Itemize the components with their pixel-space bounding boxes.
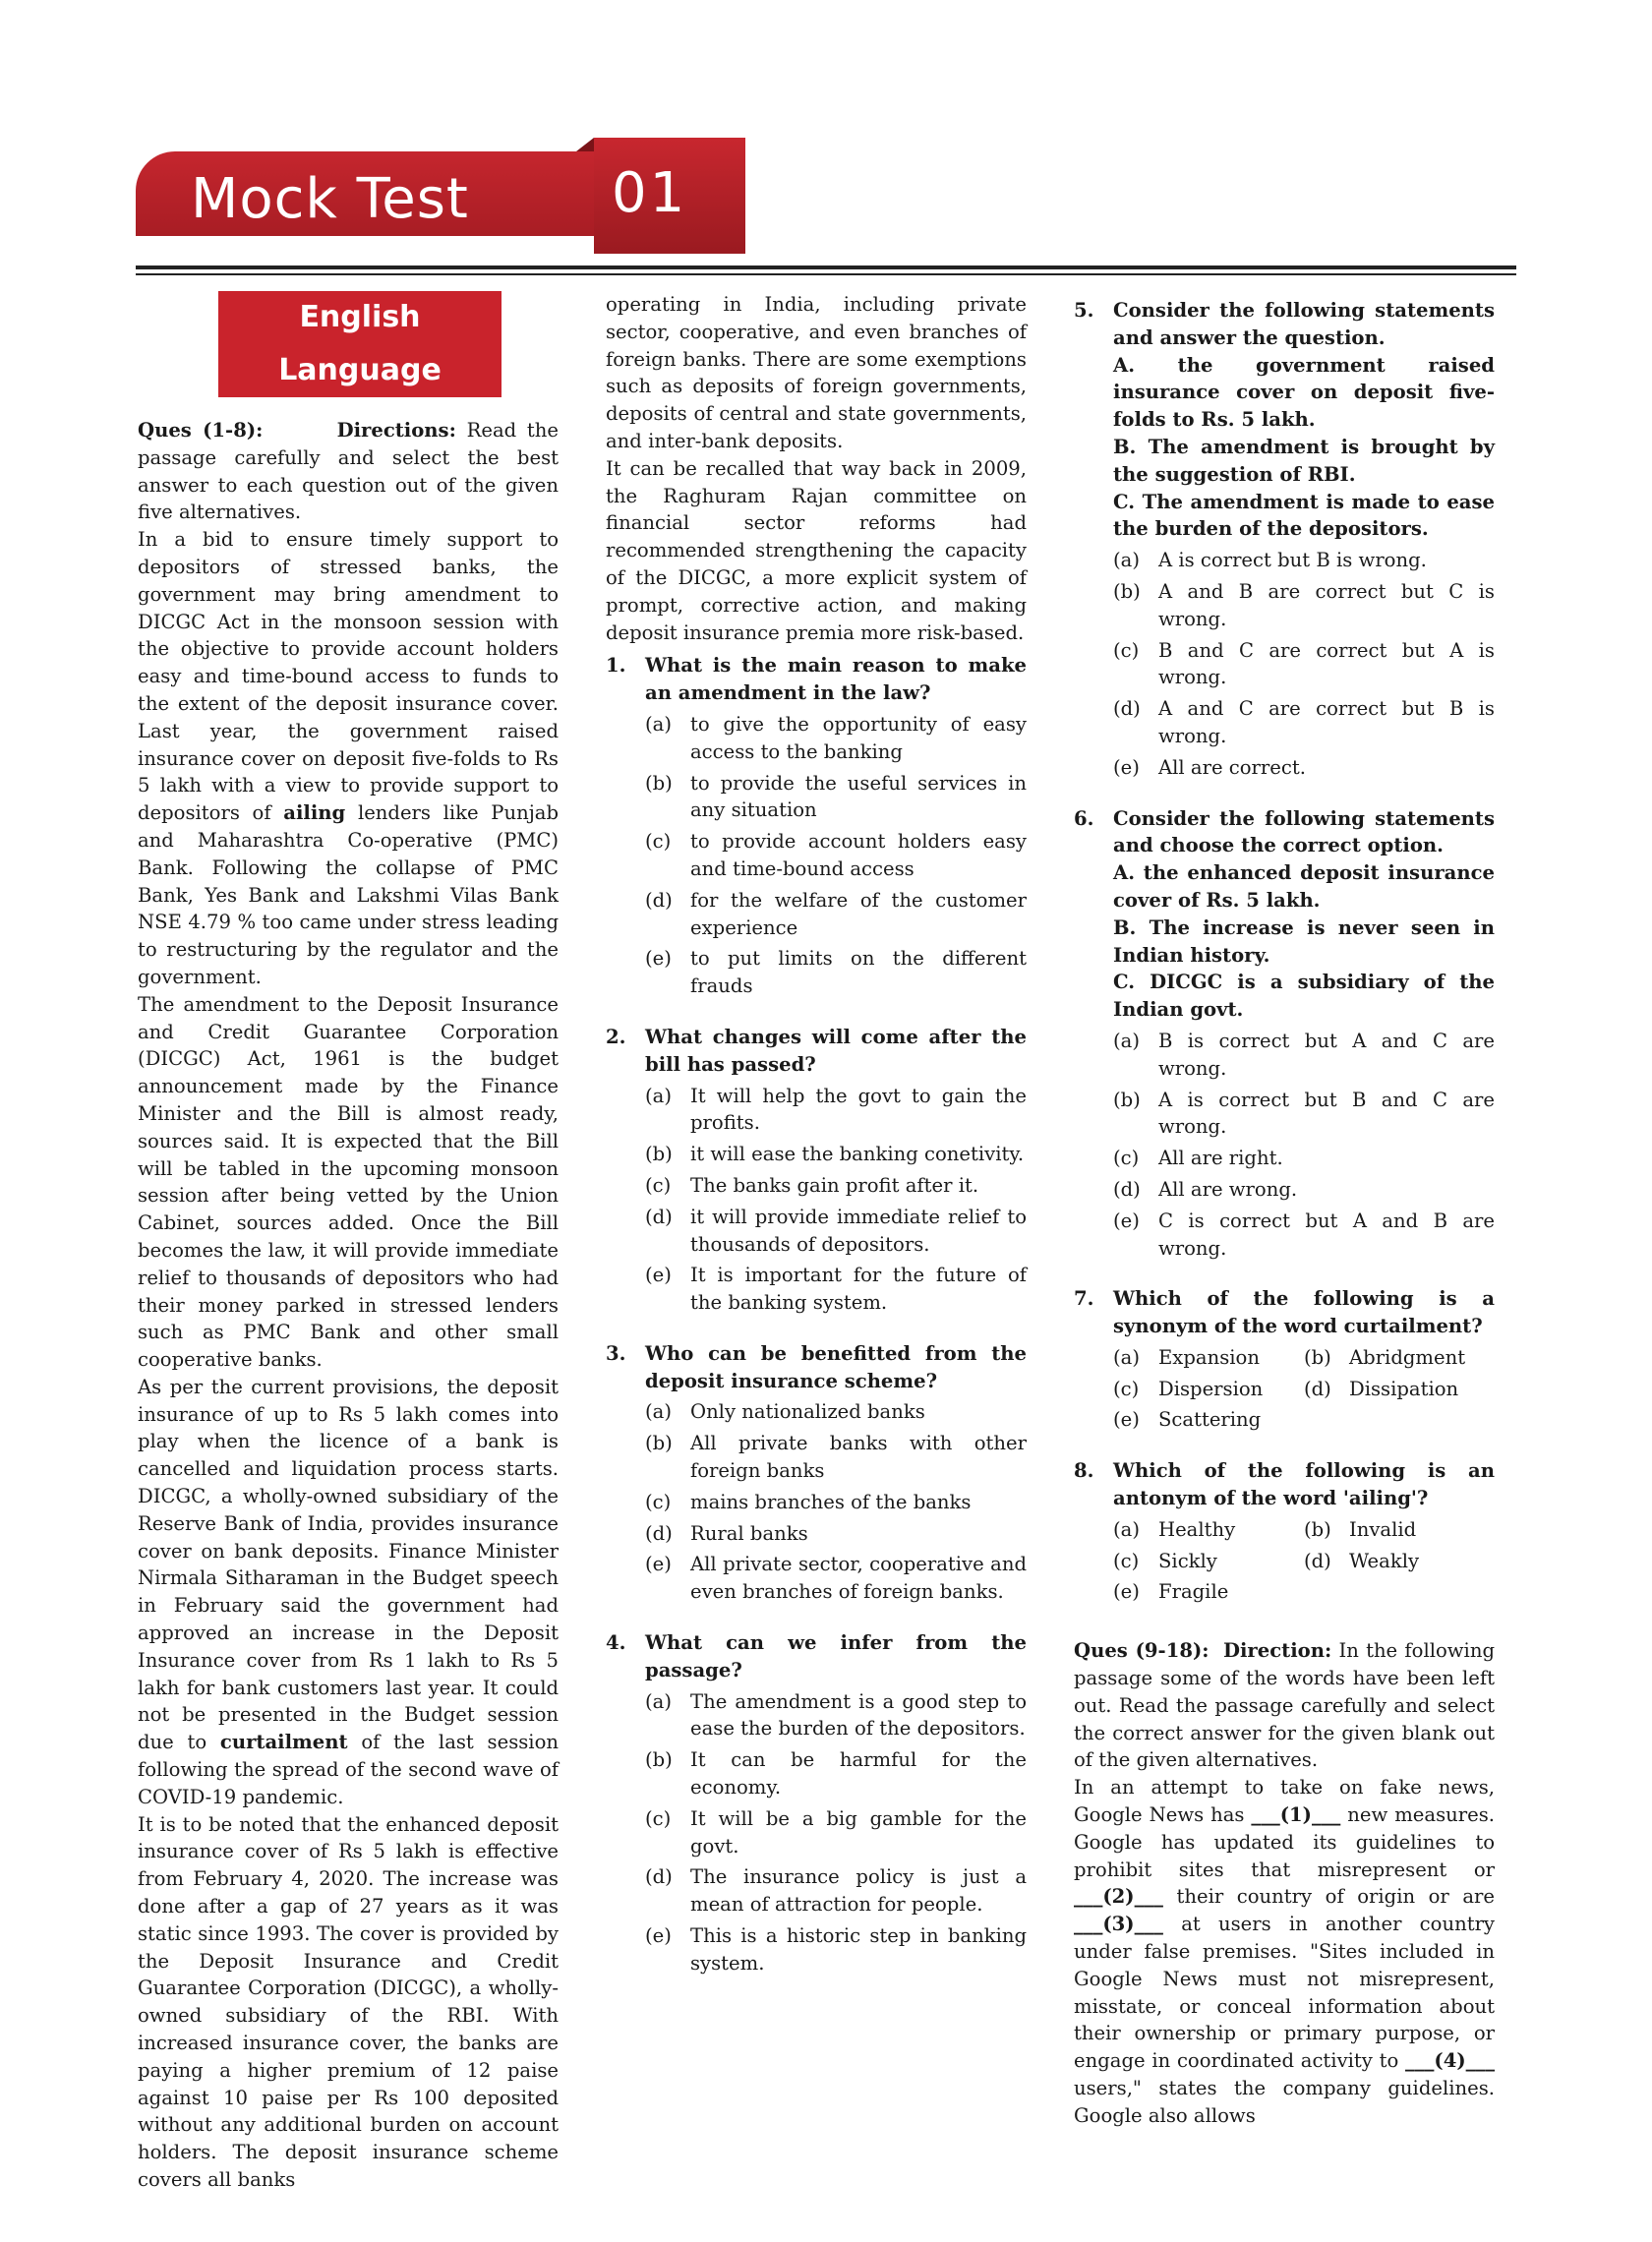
option-text: Dispersion	[1158, 1377, 1264, 1400]
column-1	[138, 291, 559, 2194]
question-text: What changes will come after the bill has passed?	[645, 1025, 1027, 1076]
mock-test-banner	[136, 138, 814, 236]
option-letter: (d)	[645, 1865, 673, 1889]
option	[645, 1083, 1027, 1138]
option	[1113, 578, 1495, 633]
question-text: Who can be benefitted from the deposit insurance scheme?	[645, 1341, 1027, 1392]
cloze-text: new measures. Google has updated its guidelines to prohibit sites that misrepresent or	[1074, 1803, 1495, 1881]
option	[645, 1520, 1027, 1548]
question-8	[1074, 1457, 1495, 1512]
options-list	[645, 1688, 1027, 1977]
option	[1113, 1087, 1495, 1142]
question-text: Which of the following is a synonym of the word curtailment?	[1113, 1287, 1495, 1338]
question-6	[1074, 805, 1495, 1024]
question-2	[606, 1024, 1027, 1079]
option-text: Expansion	[1158, 1345, 1260, 1369]
question-7	[1074, 1285, 1495, 1340]
option-letter: (d)	[645, 1205, 673, 1228]
option-text: The insurance policy is just a mean of attraction for people.	[690, 1865, 1027, 1917]
option-letter: (a)	[645, 1689, 672, 1713]
question-text-block	[1113, 805, 1495, 1024]
question-text-block	[645, 1024, 1027, 1079]
option-letter: (b)	[645, 1143, 673, 1166]
option-letter: (b)	[1113, 1088, 1141, 1111]
option-text: It is important for the future of the banking system.	[690, 1264, 1027, 1315]
banner-fold	[576, 138, 594, 151]
question-text: What is the main reason to make an amendment in the law?	[645, 654, 1027, 705]
option	[645, 1262, 1027, 1317]
option	[1113, 1028, 1495, 1083]
option-letter: (a)	[1113, 549, 1140, 572]
option-text: All are correct.	[1158, 755, 1306, 779]
question-3	[606, 1340, 1027, 1395]
option-text: This is a historic step in banking system.	[690, 1924, 1027, 1975]
options-list	[645, 711, 1027, 1000]
option-letter: (e)	[645, 1264, 672, 1287]
option	[1113, 1548, 1304, 1575]
cloze-text: at users in another country under false premises. "Sites included in Google News must not misrepresent, misstate, or conceal information about their ownership or primary purpose, or engage in coordinated activity to	[1074, 1913, 1496, 2073]
option-letter: (b)	[1113, 579, 1141, 603]
option-letter: (a)	[1113, 1517, 1140, 1541]
spacer	[1074, 1438, 1495, 1451]
option-text: All are wrong.	[1158, 1177, 1298, 1201]
question-5	[1074, 297, 1495, 543]
option-letter: (d)	[645, 1521, 673, 1545]
option-letter: (a)	[645, 1084, 672, 1107]
spacer	[1074, 1623, 1495, 1637]
passage-paragraph-5: It can be recalled that way back in 2009, the Raghuram Rajan committee on financial sector reforms had recommended strengthening the capacity of the DICGC, a more explicit system of prompt, corrective action, and making deposit insurance premia more risk-based.	[606, 456, 1027, 644]
section-badge: English Language	[218, 291, 502, 397]
question-number: 8.	[1074, 1459, 1094, 1483]
option	[1113, 547, 1495, 574]
option-letter: (b)	[1304, 1517, 1331, 1541]
cloze-text: their country of origin or are	[1176, 1885, 1495, 1909]
option-text: All are right.	[1158, 1147, 1283, 1170]
header-rule	[136, 266, 1516, 269]
option-pair	[1113, 1344, 1495, 1372]
questions-1-4	[606, 652, 1027, 1994]
option-pair	[1113, 1548, 1495, 1575]
passage-bold-word: curtailment	[219, 1731, 348, 1754]
option-letter: (a)	[645, 1400, 672, 1424]
question-text: Which of the following is an antonym of the word 'ailing'?	[1113, 1459, 1495, 1510]
question-1	[606, 652, 1027, 707]
option	[1113, 1176, 1495, 1204]
option-text: All private sector, cooperative and even branches of foreign banks.	[690, 1553, 1027, 1604]
blank-4: ___(4)___	[1405, 2049, 1495, 2073]
option	[645, 887, 1027, 942]
option-text: it will provide immediate relief to thousands of depositors.	[690, 1205, 1027, 1256]
option	[645, 828, 1027, 883]
question-text: What can we infer from the passage?	[645, 1631, 1027, 1682]
question-text-block	[645, 1340, 1027, 1395]
directions-label: Directions:	[336, 419, 456, 442]
option-text: Fragile	[1158, 1580, 1229, 1604]
passage-paragraph-2: The amendment to the Deposit Insurance and Credit Guarantee Corporation (DICGC) Act, 1961 is the budget announcement made by the Finance Minister and the Bill is almost ready, sources said. It is expected that the Bill will be tabled in the upcoming monsoon session after being vetted by the Union Cabinet, sources added. Once the Bill becomes the law, it will provide immediate relief to thousands of depositors who had their money parked in stressed lenders such as PMC Bank and other small cooperative banks.	[138, 992, 559, 1372]
statement: C. DICGC is a subsidiary of the Indian govt.	[1113, 971, 1495, 1022]
statement: A. the government raised insurance cover on deposit five-folds to Rs. 5 lakh.	[1113, 353, 1495, 432]
question-4	[606, 1629, 1027, 1684]
question-number: 4.	[606, 1631, 626, 1655]
option-text: to give the opportunity of easy access to the banking	[690, 712, 1027, 763]
option	[645, 945, 1027, 1000]
option-letter: (d)	[1113, 697, 1141, 721]
option-pair	[1113, 1516, 1495, 1544]
blank-2: ___(2)___	[1074, 1885, 1163, 1909]
option-letter: (c)	[645, 830, 672, 854]
cloze-text: In an attempt to take on fake news, Google News has	[1074, 1776, 1495, 1827]
question-number: 1.	[606, 654, 626, 678]
option-letter: (b)	[1304, 1345, 1331, 1369]
option-text: Invalid	[1349, 1517, 1417, 1541]
option-letter: (b)	[645, 1432, 673, 1455]
question-text: Consider the following statements and answer the question.	[1113, 299, 1495, 349]
question-text: Consider the following statements and choose the correct option.	[1113, 806, 1495, 857]
passage-paragraph-1	[138, 526, 559, 991]
option-letter: (e)	[1113, 755, 1140, 779]
spacer	[606, 1610, 1027, 1623]
option	[1304, 1548, 1495, 1575]
option	[645, 1141, 1027, 1168]
option	[645, 1398, 1027, 1426]
banner-number: 01	[612, 161, 688, 225]
options-list	[1113, 1344, 1495, 1434]
option-letter: (c)	[645, 1806, 672, 1830]
option	[1113, 1578, 1495, 1606]
option-text: B is correct but A and C are wrong.	[1158, 1029, 1495, 1080]
passage-text: lenders like Punjab and Maharashtra Co-operative (PMC) Bank. Following the collapse of PMC Bank, Yes Bank and Lakshmi Vilas Bank NSE 4.79 % too came under stress leading to restructuring by the regulator and the government.	[138, 801, 560, 988]
question-number: 7.	[1074, 1287, 1094, 1311]
option-letter: (c)	[1113, 638, 1140, 662]
option	[1113, 1344, 1304, 1372]
ques-range-label: Ques (1-8):	[138, 419, 264, 442]
option-text: Dissipation	[1349, 1377, 1459, 1400]
questions-5-8	[1074, 297, 1495, 1623]
spacer	[1074, 1266, 1495, 1279]
option	[645, 1204, 1027, 1259]
option-letter: (a)	[1113, 1345, 1140, 1369]
directions-paragraph-2	[1074, 1637, 1495, 1774]
column-3	[1074, 291, 1495, 2130]
option	[1304, 1516, 1495, 1544]
column-2	[606, 291, 1027, 1995]
option	[1113, 1376, 1304, 1403]
cloze-text: users," states the company guidelines. Google also allows	[1074, 2077, 1495, 2127]
option	[1113, 1516, 1304, 1544]
option	[1113, 695, 1495, 750]
option	[645, 1746, 1027, 1801]
option	[645, 1863, 1027, 1918]
option-text: A is correct but B is wrong.	[1158, 549, 1427, 572]
spacer	[606, 1981, 1027, 1995]
option	[1304, 1344, 1495, 1372]
option	[645, 1551, 1027, 1606]
option-text: Rural banks	[690, 1521, 808, 1545]
header-rule-thin	[136, 273, 1516, 275]
option-letter: (c)	[1113, 1147, 1140, 1170]
option	[645, 1430, 1027, 1485]
option	[1113, 1208, 1495, 1263]
option	[1113, 637, 1495, 692]
option-text: it will ease the banking conetivity.	[690, 1143, 1025, 1166]
options-list	[645, 1398, 1027, 1606]
option-text: C is correct but A and B are wrong.	[1158, 1209, 1495, 1260]
option-letter: (c)	[645, 1173, 672, 1197]
option-letter: (d)	[1304, 1377, 1331, 1400]
option-letter: (b)	[645, 1748, 673, 1772]
option	[645, 770, 1027, 825]
option-letter: (e)	[645, 1924, 672, 1948]
option-text: A and C are correct but B is wrong.	[1158, 697, 1495, 747]
option-letter: (c)	[1113, 1377, 1140, 1400]
blank-1: ___(1)___	[1251, 1803, 1341, 1827]
passage-paragraph-3	[138, 1374, 559, 1811]
option-text: Scattering	[1158, 1408, 1262, 1432]
question-text-block	[645, 1629, 1027, 1684]
question-number: 5.	[1074, 299, 1094, 322]
option-text: It will be a big gamble for the govt.	[690, 1806, 1027, 1858]
option	[645, 1172, 1027, 1200]
passage-text: In a bid to ensure timely support to depositors of stressed banks, the government may bring amendment to DICGC Act in the monsoon session with the objective to provide account holders easy and time-bound access to funds to the extent of the deposit insurance cover. Last year, the government raised insurance cover on deposit five-folds to Rs 5 lakh with a view to provide support to depositors of	[138, 528, 559, 825]
option-letter: (b)	[645, 771, 673, 795]
direction-label: Direction:	[1222, 1639, 1332, 1663]
option-text: Only nationalized banks	[690, 1400, 925, 1424]
passage-paragraph-4: It is to be noted that the enhanced deposit insurance cover of Rs 5 lakh is effective from February 4, 2020. The increase was done after a gap of 27 years as it was static since 1993. The cover is provided by the Deposit Insurance and Credit Guarantee Corporation (DICGC), a wholly-owned subsidiary of the RBI. With increased insurance cover, the banks are paying a higher premium of 12 paise against 10 paise per Rs 100 deposited without any additional burden on account holders. The deposit insurance scheme covers all banks	[138, 1812, 559, 2191]
question-number: 2.	[606, 1025, 626, 1048]
spacer	[606, 1004, 1027, 1018]
option-letter: (e)	[645, 947, 672, 971]
option	[645, 1805, 1027, 1860]
question-number: 6.	[1074, 806, 1094, 830]
statement: B. The amendment is brought by the suggestion of RBI.	[1113, 435, 1495, 486]
option	[645, 1922, 1027, 1977]
options-list	[1113, 1028, 1495, 1262]
passage-text: of the last session following the spread of the second wave of COVID-19 pandemic.	[138, 1731, 559, 1808]
option	[645, 1489, 1027, 1516]
option-text: A is correct but B and C are wrong.	[1158, 1088, 1495, 1139]
spacer	[1074, 786, 1495, 799]
question-number: 3.	[606, 1341, 626, 1365]
option	[645, 711, 1027, 766]
option-text: A and B are correct but C is wrong.	[1158, 579, 1495, 630]
spacer	[1074, 1610, 1495, 1623]
option-letter: (a)	[1113, 1029, 1140, 1052]
options-list	[1113, 1516, 1495, 1606]
statement: C. The amendment is made to ease the burden of the depositors.	[1113, 490, 1495, 541]
option-letter: (e)	[1113, 1580, 1140, 1604]
option	[1304, 1376, 1495, 1403]
options-list	[645, 1083, 1027, 1317]
option-text: for the welfare of the customer experience	[690, 888, 1027, 939]
directions-paragraph	[138, 417, 559, 526]
option-text: to put limits on the different frauds	[690, 947, 1027, 998]
direction-text: In the following passage some of the words have been left out. Read the passage carefully and select the correct answer for the given blank out of the given alternatives.	[1074, 1639, 1495, 1772]
question-text-block	[645, 652, 1027, 707]
option-letter: (e)	[1113, 1408, 1140, 1432]
option-letter: (d)	[1113, 1177, 1141, 1201]
option-letter: (e)	[645, 1553, 672, 1576]
statement: B. The increase is never seen in Indian history.	[1113, 915, 1495, 967]
option-text: to provide account holders easy and time-bound access	[690, 830, 1027, 880]
statement: A. the enhanced deposit insurance cover of Rs. 5 lakh.	[1113, 861, 1495, 912]
option-text: B and C are correct but A is wrong.	[1158, 638, 1495, 689]
option	[1113, 1406, 1495, 1434]
question-text-block	[1113, 1285, 1495, 1340]
option-letter: (c)	[645, 1490, 672, 1513]
option-letter: (d)	[1304, 1549, 1331, 1572]
passage-text: As per the current provisions, the deposit insurance of up to Rs 5 lakh comes into play when the licence of a bank is cancelled and liquidation process starts. DICGC, a wholly-owned subsidiary of the Reserve Bank of India, provides insurance cover on bank deposits. Finance Minister Nirmala Sitharaman in the Budget speech in February said the government had approved an increase in the Deposit Insurance cover from Rs 1 lakh to Rs 5 lakh for bank customers last year. It could not be presented in the Budget session due to	[138, 1375, 559, 1754]
passage-bold-word: ailing	[283, 801, 346, 825]
option-text: All private banks with other foreign banks	[690, 1432, 1027, 1483]
option-text: It can be harmful for the economy.	[690, 1748, 1027, 1800]
option	[645, 1688, 1027, 1743]
question-text-block	[1113, 1457, 1495, 1512]
option-letter: (c)	[1113, 1549, 1140, 1572]
option-letter: (d)	[645, 888, 673, 912]
blank-3: ___(3)___	[1074, 1913, 1163, 1936]
option-letter: (a)	[645, 712, 672, 736]
option-letter: (e)	[1113, 1209, 1140, 1232]
option-text: The amendment is a good step to ease the burden of the depositors.	[690, 1689, 1027, 1740]
option-text: Sickly	[1158, 1549, 1217, 1572]
option	[1113, 1145, 1495, 1172]
option-text: Healthy	[1158, 1517, 1236, 1541]
option-text: Abridgment	[1349, 1345, 1466, 1369]
option-text: The banks gain profit after it.	[690, 1173, 979, 1197]
question-text-block	[1113, 297, 1495, 543]
option-text: Weakly	[1349, 1549, 1420, 1572]
banner-title: Mock Test	[191, 167, 469, 231]
option-text: to provide the useful services in any situation	[690, 771, 1027, 822]
options-list	[1113, 547, 1495, 781]
spacer	[606, 1321, 1027, 1334]
option-text: It will help the govt to gain the profits.	[690, 1084, 1027, 1135]
ques-range-label-2: Ques (9-18):	[1074, 1639, 1210, 1663]
option-pair	[1113, 1376, 1495, 1403]
cloze-passage	[1074, 1774, 1495, 2129]
option	[1113, 754, 1495, 782]
passage-paragraph-4-continued: operating in India, including private sector, cooperative, and even branches of foreign banks. There are some exemptions such as deposits of foreign governments, deposits of central and state governments, and inter-bank deposits.	[606, 293, 1027, 452]
directions-text: Read the passage carefully and select the best answer to each question out of the given five alternatives.	[138, 419, 560, 524]
option-text: mains branches of the banks	[690, 1490, 972, 1513]
